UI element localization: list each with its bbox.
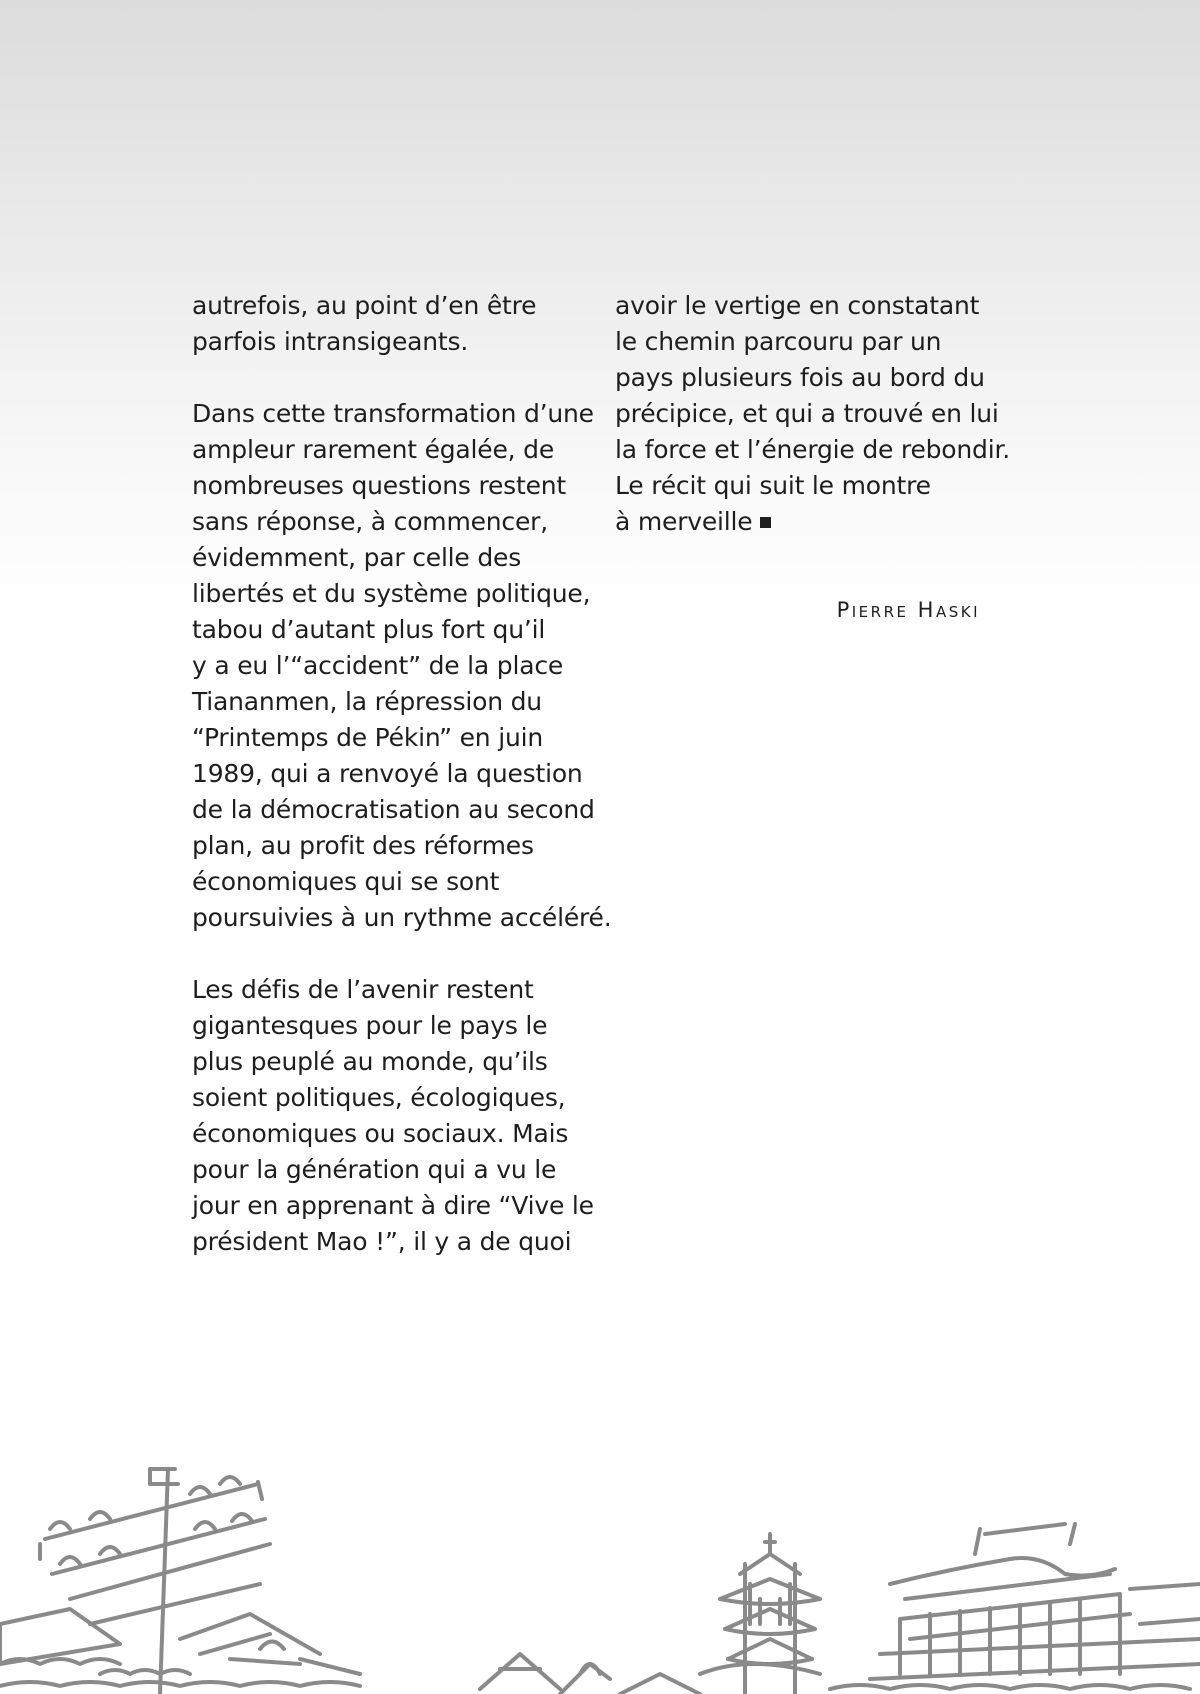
text-line-last-content: à merveille <box>615 507 753 536</box>
text-line: plus peuplé au monde, qu’ils <box>192 1047 548 1076</box>
text-line: parfois intransigeants. <box>192 327 469 356</box>
right-column <box>615 288 1010 576</box>
text-line: de la démocratisation au second <box>192 795 595 824</box>
black-square-icon <box>760 517 771 528</box>
text-line: président Mao !”, il y a de quoi <box>192 1227 572 1256</box>
text-line: Dans cette transformation d’une <box>192 399 594 428</box>
author-signature: Pierre Haski <box>836 598 980 622</box>
text-line-last <box>615 504 1005 540</box>
text-line: soient politiques, écologiques, <box>192 1083 566 1112</box>
text-line: “Printemps de Pékin” en juin <box>192 723 543 752</box>
text-line: le chemin parcouru par un <box>615 327 942 356</box>
text-line: ampleur rarement égalée, de <box>192 435 554 464</box>
text-line: pour la génération qui a vu le <box>192 1155 557 1184</box>
text-line: gigantesques pour le pays le <box>192 1011 548 1040</box>
rooftops-sketch-icon <box>0 1424 1200 1694</box>
paragraph-1 <box>192 288 592 360</box>
paragraph-4 <box>615 288 1010 540</box>
text-line: tabou d’autant plus fort qu’il <box>192 615 546 644</box>
text-line: nombreuses questions restent <box>192 471 567 500</box>
paragraph-2 <box>192 396 612 936</box>
text-line: sans réponse, à commencer, <box>192 507 548 536</box>
text-line: la force et l’énergie de rebondir. <box>615 435 1010 464</box>
text-line: économiques ou sociaux. Mais <box>192 1119 569 1148</box>
left-column <box>192 288 612 1296</box>
text-line: y a eu l’“accident” de la place <box>192 651 564 680</box>
text-line: 1989, qui a renvoyé la question <box>192 759 583 788</box>
text-line: autrefois, au point d’en être <box>192 291 537 320</box>
paragraph-3 <box>192 972 592 1260</box>
text-line: précipice, et qui a trouvé en lui <box>615 399 999 428</box>
text-line: poursuivies à un rythme accéléré. <box>192 903 612 932</box>
text-line: Le récit qui suit le montre <box>615 471 931 500</box>
text-line: libertés et du système politique, <box>192 579 591 608</box>
text-line: jour en apprenant à dire “Vive le <box>192 1191 594 1220</box>
text-line: Les défis de l’avenir restent <box>192 975 534 1004</box>
text-line: évidemment, par celle des <box>192 543 522 572</box>
text-line: pays plusieurs fois au bord du <box>615 363 985 392</box>
text-line: plan, au profit des réformes <box>192 831 534 860</box>
text-line: avoir le vertige en constatant <box>615 291 980 320</box>
text-line: économiques qui se sont <box>192 867 500 896</box>
text-line: Tiananmen, la répression du <box>192 687 542 716</box>
